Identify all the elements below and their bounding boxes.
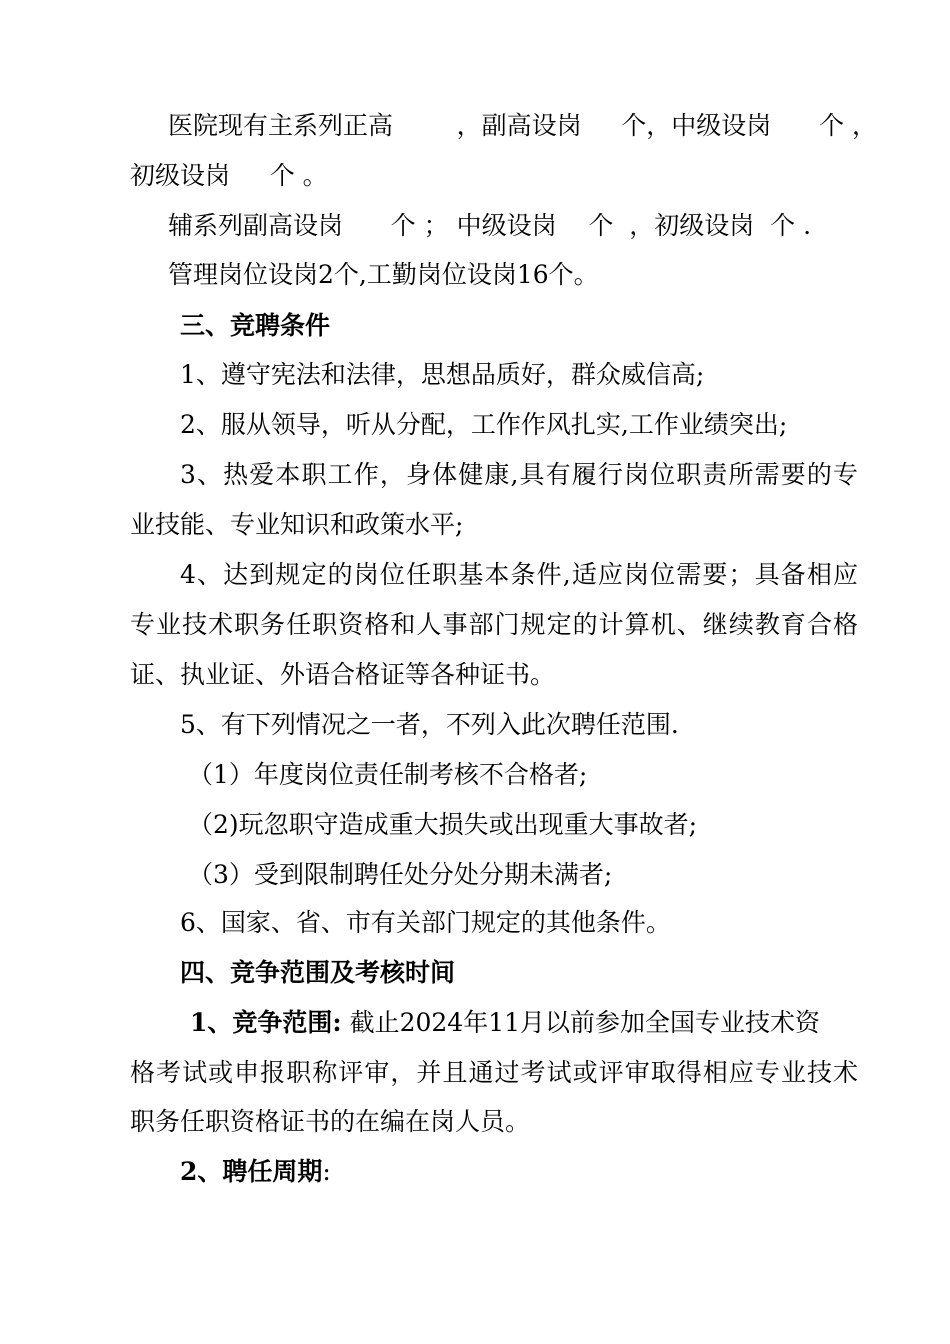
scope-label: 1、竞争范围: xyxy=(190,1008,342,1037)
scope-line1 xyxy=(190,1008,820,1038)
condition-5-item-1: （1）年度岗位责任制考核不合格者; xyxy=(188,760,588,789)
term-heading xyxy=(180,1157,331,1187)
para-positions-mgmt: 管理岗位设岗2个,工勤岗位设岗16个。 xyxy=(168,260,599,289)
scope-text-line1: 截止2024年11月以前参加全国专业技术资 xyxy=(349,1008,821,1037)
term-colon: : xyxy=(322,1157,331,1186)
para-positions-aux: 辅系列副高设岗 个 ； 中级设岗 个 ，初级设岗 个 . xyxy=(168,211,812,240)
condition-5-item-3: （3）受到限制聘任处分处分期未满者; xyxy=(188,860,613,889)
condition-6: 6、国家、省、市有关部门规定的其他条件。 xyxy=(180,908,671,937)
condition-2: 2、服从领导，听从分配，工作作风扎实,工作业绩突出; xyxy=(180,410,788,439)
condition-4-line2: 专业技术职务任职资格和人事部门规定的计算机、继续教育合格 xyxy=(130,610,858,639)
heading-section-4: 四、竞争范围及考核时间 xyxy=(180,958,456,987)
scope-line3: 职务任职资格证书的在编在岗人员。 xyxy=(130,1107,531,1136)
condition-3-line2: 业技能、专业知识和政策水平; xyxy=(130,510,464,539)
scope-line2: 格考试或申报职称评审，并且通过考试或评审取得相应专业技术 xyxy=(130,1058,858,1087)
condition-5-item-2: （2)玩忽职守造成重大损失或出现重大事故者; xyxy=(188,810,698,839)
term-label: 2、聘任周期 xyxy=(180,1157,323,1186)
condition-4-line1: 4、达到规定的岗位任职基本条件,适应岗位需要；具备相应 xyxy=(180,560,858,589)
heading-section-3: 三、竞聘条件 xyxy=(180,311,331,340)
condition-5: 5、有下列情况之一者，不列入此次聘任范围. xyxy=(180,710,679,739)
para-positions-main-line1: 医院现有主系列正高 ，副高设岗 个，中级设岗 个 ， xyxy=(168,111,877,140)
para-positions-main-line2: 初级设岗 个 。 xyxy=(130,161,328,190)
condition-1: 1、遵守宪法和法律，思想品质好，群众威信高; xyxy=(180,360,705,389)
condition-3-line1: 3、热爱本职工作，身体健康,具有履行岗位职责所需要的专 xyxy=(180,460,858,489)
condition-4-line3: 证、执业证、外语合格证等各种证书。 xyxy=(130,660,556,689)
